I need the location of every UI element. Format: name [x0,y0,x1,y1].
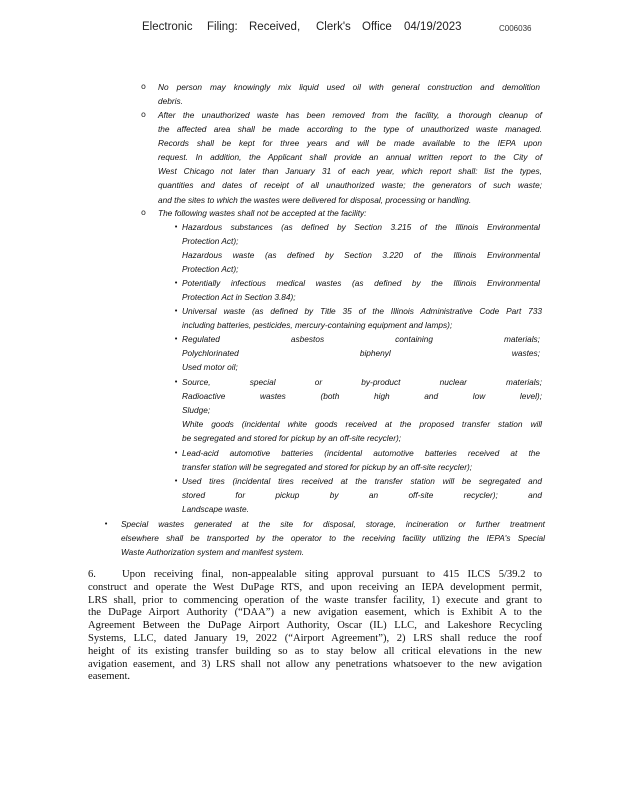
text-line: Hazardous waste (as defined by Section 3.220 of the Illinois Environmental [182,250,540,260]
header-word-clerks: Clerk's [316,21,351,33]
text-line: avigation easement, and 3) LRS shall not allow any penetrations whatsoever to the new avigation [88,658,542,670]
text-line: and the sites to which the wastes were delivered for disposal, processing or handling. [158,194,472,205]
paragraph-6 [88,569,542,684]
header-word-filing: Filing: [207,21,238,33]
text-line: No person may knowingly mix liquid used oil with general construction and demolition [158,82,540,92]
waste-bullet: • [174,378,179,386]
waste-bullet: • [174,449,179,457]
text-line: Agreement Between the DuPage Airport Authority, Oscar (IL) LLC, and Lakeshore Recycling [88,620,542,632]
text-line: the DuPage Airport Authority (“DAA”) a new avigation easement, which is Exhibit A to the [88,607,542,619]
text-line: quantities and dates of receipt of all unauthorized waste; the generators of such waste; [158,180,542,191]
waste-bullet: • [174,279,179,287]
not-accepted-intro: The following wastes shall not be accepted at the facility: [158,208,367,218]
text-line: LRS shall, prior to commencing operation of the waste transfer facility, 1) execute and grant to [88,594,542,606]
text-line: stored for pickup by an off-site recycler); and [182,490,542,501]
header-date: 04/19/2023 [404,21,462,33]
waste-item-batteries [182,446,540,474]
waste-item-universal [182,304,542,332]
text-line: Systems, LLC, dated January 19, 2022 (“Airport Agreement”), 2) LRS shall reduce the roof [88,632,542,644]
text-line: Lead-acid automotive batteries (incidental automotive batteries received at the [182,448,540,458]
text-line: Protection Act in Section 3.84); [182,292,296,303]
circle-bullet-marker: o [141,82,146,91]
text-line: Potentially infectious medical wastes (as defined by the Illinois Environmental [182,278,540,288]
special-wastes-item [121,517,545,559]
text-line: White goods (incidental white goods received at the proposed transfer station will [182,419,542,430]
header-word-electronic: Electronic [142,21,193,33]
special-wastes-bullet: • [104,520,109,528]
text-line: easement. [88,671,131,683]
waste-bullet: • [174,307,179,315]
text-line: Landscape waste. [182,504,249,515]
waste-bullet: • [174,335,179,343]
text-line: Used motor oil; [182,362,238,373]
text-line: Sludge; [182,405,211,416]
text-line: including batteries, pesticides, mercury-containing equipment and lamps); [182,320,453,331]
text-line: Waste Authorization system and manifest system. [121,547,305,558]
waste-item-infectious [182,276,540,304]
text-line: request. In addition, the Applicant shall provide an annual written report to the City of [158,152,542,163]
text-line: elsewhere shall be transported by the operator to the receiving facility utilizing the IEPA's Special [121,533,545,544]
paragraph-number: 6. [88,569,96,580]
waste-item-asbestos [182,332,540,374]
text-line: height of its existing transfer building so as to stay below all critical elevations in the new [88,645,542,657]
header-stamp: C006036 [499,24,532,33]
text-line: Protection Act); [182,264,239,275]
text-line: Hazardous substances (as defined by Section 3.215 of the Illinois Environmental [182,222,540,232]
filing-header [0,21,618,37]
text-line: Regulated asbestos containing materials; [182,334,540,344]
header-word-received: Received, [249,21,301,33]
text-line: West Chicago not later than January 31 of each year, which report shall: list the types, [158,166,542,177]
liquid-oil-item [158,80,540,108]
text-line: Upon receiving final, non-appealable siting approval pursuant to 415 ILCS 5/39.2 to [122,569,542,580]
text-line: construct and operate the West DuPage RTS, and upon receiving an IEPA development permit, [88,581,542,593]
text-line: Used tires (incidental tires received at the transfer station will be segregated and [182,476,542,486]
waste-item-hazardous-waste [182,248,540,276]
text-line: Radioactive wastes (both high and low level); [182,391,542,402]
text-line: debris. [158,96,183,107]
text-line: transfer station will be segregated and stored for pickup by an off-site recycler); [182,462,473,473]
waste-item-hazardous-substances [182,220,540,248]
text-line: After the unauthorized waste has been removed from the facility, a thorough cleanup of [158,110,542,120]
circle-bullet-marker: o [141,208,146,217]
cleanup-item [158,108,542,207]
text-line: Polychlorinated biphenyl wastes; [182,348,540,359]
waste-bullet: • [174,477,179,485]
header-word-office: Office [362,21,392,33]
circle-bullet-marker: o [141,110,146,119]
waste-item-tires [182,474,542,516]
text-line: be segregated and stored for pickup by an off-site recycler); [182,433,402,444]
text-line: Protection Act); [182,236,239,247]
waste-item-nuclear [182,375,542,445]
text-line: Records shall be kept for three years and will be made available to the IEPA upon [158,138,542,149]
text-line: Source, special or by-product nuclear materials; [182,377,542,387]
text-line: Universal waste (as defined by Title 35 of the Illinois Administrative Code Part 733 [182,306,542,316]
text-line: Special wastes generated at the site for disposal, storage, incineration or further treatment [121,519,545,529]
waste-bullet: • [174,223,179,231]
text-line: the affected area shall be made according to the type of unauthorized waste managed. [158,124,542,135]
